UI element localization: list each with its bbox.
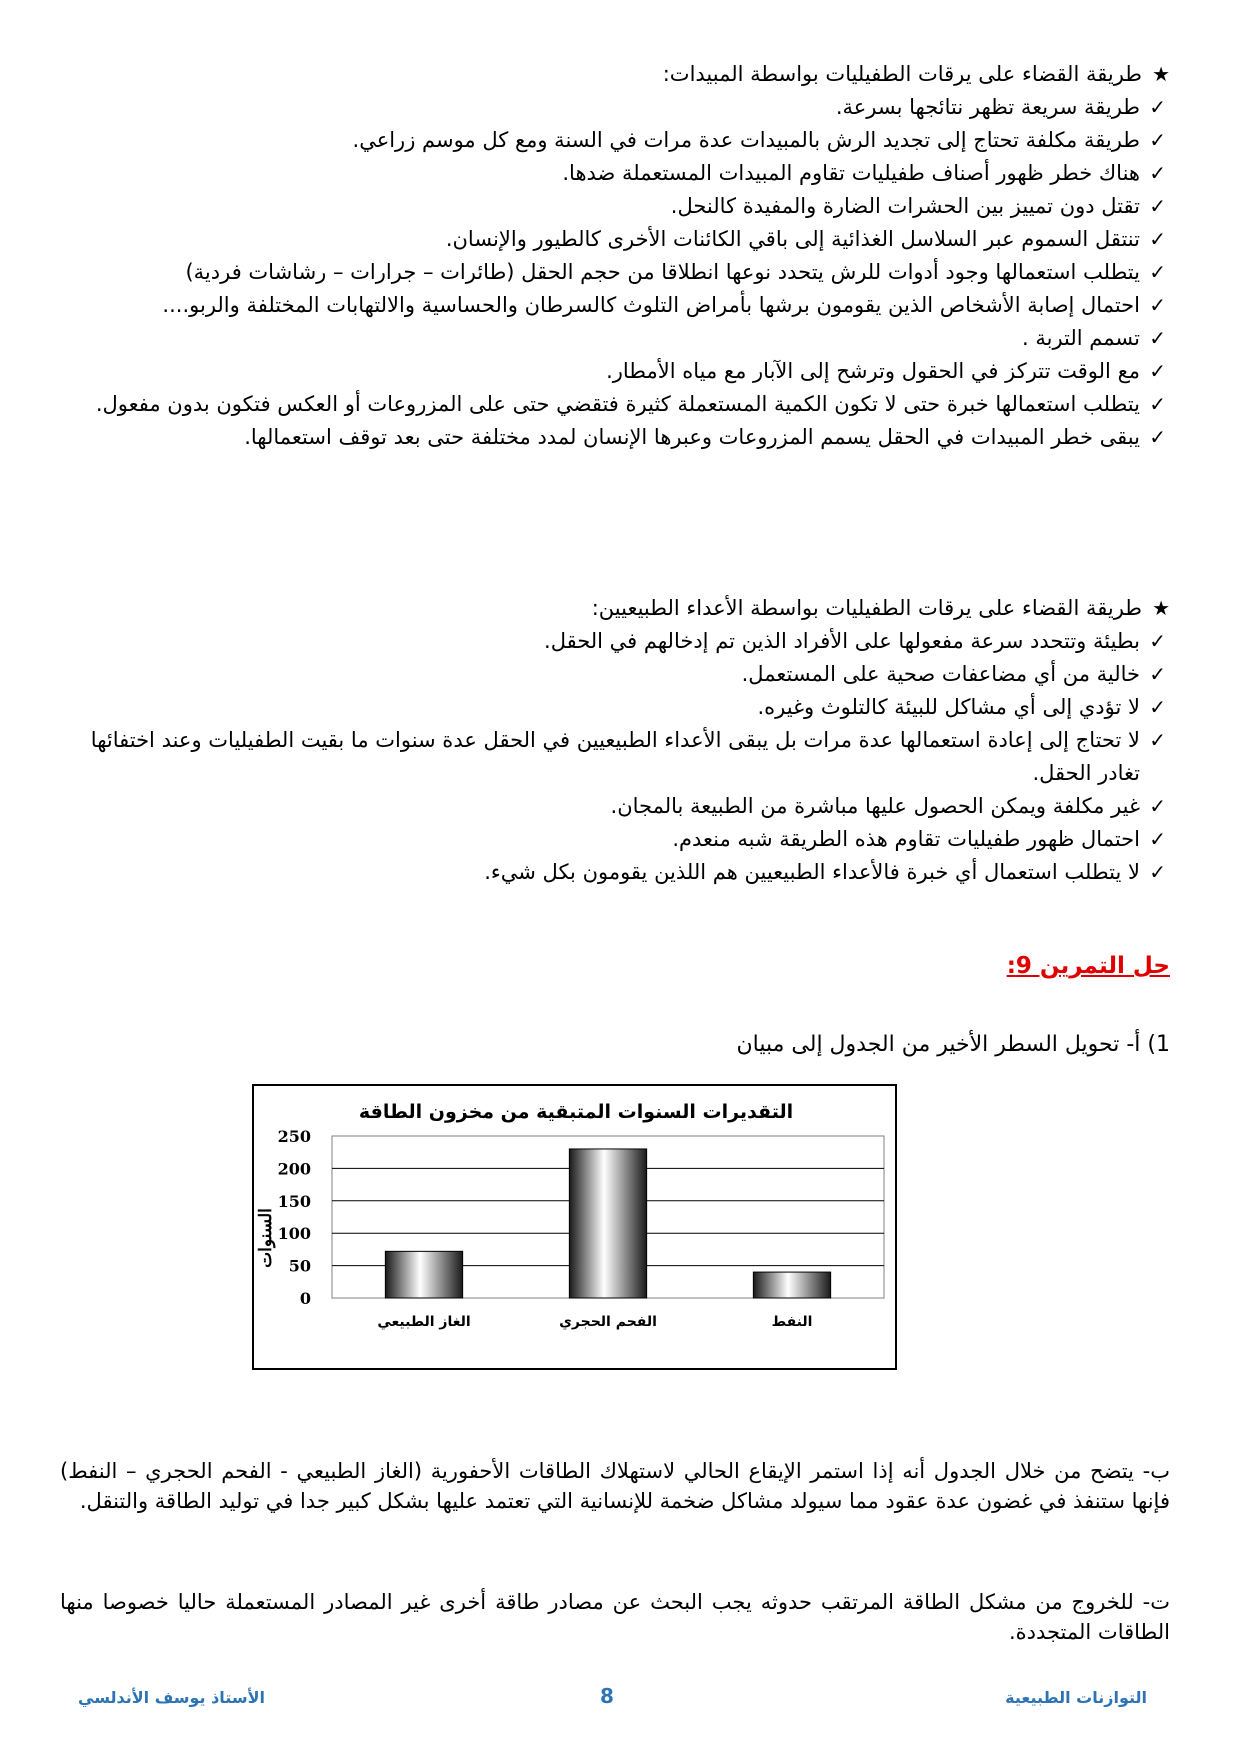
- y-tick-label: 50: [288, 1256, 311, 1276]
- question-text: أ- تحويل السطر الأخير من الجدول إلى مبيان: [736, 1032, 1141, 1057]
- y-tick-label: 150: [277, 1191, 311, 1211]
- x-tick-label: الفحم الحجري: [559, 1314, 657, 1330]
- check-icon: ✓: [1149, 260, 1166, 284]
- footer-author: الأستاذ يوسف الأندلسي: [78, 1688, 265, 1707]
- y-tick-label: 0: [299, 1289, 311, 1308]
- check-icon: ✓: [1149, 827, 1166, 851]
- list-item: ✓ تسمم التربة .: [70, 322, 1170, 355]
- check-icon: ✓: [1149, 794, 1166, 818]
- star-icon: ★: [1152, 596, 1170, 620]
- check-icon: ✓: [1149, 629, 1166, 653]
- list-item: ✓ بطيئة وتتحدد سرعة مفعولها على الأفراد الذين تم إدخالهم في الحقل.: [70, 625, 1170, 658]
- check-icon: ✓: [1149, 728, 1166, 752]
- footer-subject: التوازنات الطبيعية: [1005, 1688, 1147, 1707]
- section-heading: [70, 58, 1170, 91]
- section-heading: [70, 592, 1170, 625]
- list-item: ✓ طريقة مكلفة تحتاج إلى تجديد الرش بالمبيدات عدة مرات في السنة ومع كل موسم زراعي.: [70, 124, 1170, 157]
- list-item: ✓ احتمال ظهور طفيليات تقاوم هذه الطريقة شبه منعدم.: [70, 823, 1170, 856]
- section-natural-enemies: [70, 592, 1170, 889]
- section-heading-text: طريقة القضاء على يرقات الطفيليات بواسطة المبيدات:: [662, 62, 1142, 86]
- list-item: ✓ احتمال إصابة الأشخاص الذين يقومون برشها بأمراض التلوث كالسرطان والحساسية والالتهابات المختلفة والربو....: [70, 289, 1170, 322]
- pesticides-list: [70, 91, 1170, 454]
- y-tick-label: 100: [277, 1224, 311, 1244]
- x-tick-label: النفط: [771, 1314, 813, 1330]
- list-item: ✓ يتطلب استعمالها خبرة حتى لا تكون الكمية المستعملة كثيرة فتقضي حتى على المزروعات أو العكس فتكون بدون مفعول.: [70, 388, 1170, 421]
- bar: [569, 1149, 646, 1298]
- check-icon: ✓: [1149, 326, 1166, 350]
- list-item: ✓ غير مكلفة ويمكن الحصول عليها مباشرة من الطبيعة بالمجان.: [70, 790, 1170, 823]
- list-item: ✓ لا تؤدي إلى أي مشاكل للبيئة كالتلوث وغيره.: [70, 691, 1170, 724]
- section-heading-text: طريقة القضاء على يرقات الطفيليات بواسطة الأعداء الطبيعيين:: [591, 596, 1142, 620]
- question-number: 1): [1147, 1032, 1170, 1057]
- check-icon: ✓: [1149, 359, 1166, 383]
- question-1: [736, 1032, 1170, 1057]
- chart-bars: [385, 1149, 830, 1298]
- list-item: ✓ تنتقل السموم عبر السلاسل الغذائية إلى باقي الكائنات الأخرى كالطيور والإنسان.: [70, 223, 1170, 256]
- natural-enemies-list: [70, 625, 1170, 889]
- list-item: ✓ تقتل دون تمييز بين الحشرات الضارة والمفيدة كالنحل.: [70, 190, 1170, 223]
- x-tick-label: الغاز الطبيعي: [377, 1314, 471, 1330]
- check-icon: ✓: [1149, 662, 1166, 686]
- footer-page-number: 8: [600, 1684, 614, 1708]
- list-item: ✓ طريقة سريعة تظهر نتائجها بسرعة.: [70, 91, 1170, 124]
- list-item: ✓ مع الوقت تتركز في الحقول وترشح إلى الآبار مع مياه الأمطار.: [70, 355, 1170, 388]
- bar: [753, 1272, 830, 1298]
- list-item: ✓ هناك خطر ظهور أصناف طفيليات تقاوم المبيدات المستعملة ضدها.: [70, 157, 1170, 190]
- list-item: ✓ لا يتطلب استعمال أي خبرة فالأعداء الطبيعيين هم اللذين يقومون بكل شيء.: [70, 856, 1170, 889]
- answer-c: ت- للخروج من مشكل الطاقة المرتقب حدوثه يجب البحث عن مصادر طاقة أخرى غير المصادر المستعملة حاليا خصوصا منها الطاقات المتجددة.: [60, 1590, 1170, 1644]
- list-item: ✓ لا تحتاج إلى إعادة استعمالها عدة مرات بل يبقى الأعداء الطبيعيين في الحقل عدة سنوات ما بقيت الطفيليات وعند اختفائها تغادر الحقل.: [70, 724, 1170, 790]
- check-icon: ✓: [1149, 194, 1166, 218]
- check-icon: ✓: [1149, 161, 1166, 185]
- check-icon: ✓: [1149, 95, 1166, 119]
- list-item: ✓ يبقى خطر المبيدات في الحقل يسمم المزروعات وعبرها الإنسان لمدد مختلفة حتى بعد توقف استعمالها.: [70, 421, 1170, 454]
- check-icon: ✓: [1149, 392, 1166, 416]
- check-icon: ✓: [1149, 860, 1166, 884]
- check-icon: ✓: [1149, 425, 1166, 449]
- chart-frame: [252, 1084, 897, 1370]
- y-tick-label: 200: [277, 1159, 311, 1179]
- check-icon: ✓: [1149, 128, 1166, 152]
- y-axis-ticks: [278, 1127, 311, 1308]
- list-item: ✓ خالية من أي مضاعفات صحية على المستعمل.: [70, 658, 1170, 691]
- answer-b: ب- يتضح من خلال الجدول أنه إذا استمر الإيقاع الحالي لاستهلاك الطاقات الأحفورية (الغاز الطبيعي - الفحم الحجري – النفط) فإنها ستنفذ في غضون عدة عقود مما سيولد مشاكل ضخمة للإنسانية التي تعتمد عليها بشكل كبير جدا في توليد الطاقة والتنقل.: [60, 1459, 1170, 1513]
- y-axis-label: السنوات: [256, 1208, 276, 1268]
- check-icon: ✓: [1149, 695, 1166, 719]
- section-pesticides: [70, 58, 1170, 454]
- energy-reserves-bar-chart: [254, 1086, 895, 1368]
- x-axis-labels: [377, 1314, 812, 1331]
- list-item: ✓ يتطلب استعمالها وجود أدوات للرش يتحدد نوعها انطلاقا من حجم الحقل (طائرات – جرارات – رشاشات فردية): [70, 256, 1170, 289]
- bar: [385, 1251, 462, 1298]
- star-icon: ★: [1152, 62, 1170, 86]
- exercise-title: حل التمرين 9:: [1006, 953, 1170, 979]
- check-icon: ✓: [1149, 293, 1166, 317]
- check-icon: ✓: [1149, 227, 1166, 251]
- y-tick-label: 250: [277, 1127, 311, 1146]
- chart-title: التقديرات السنوات المتبقية من مخزون الطاقة: [358, 1101, 794, 1123]
